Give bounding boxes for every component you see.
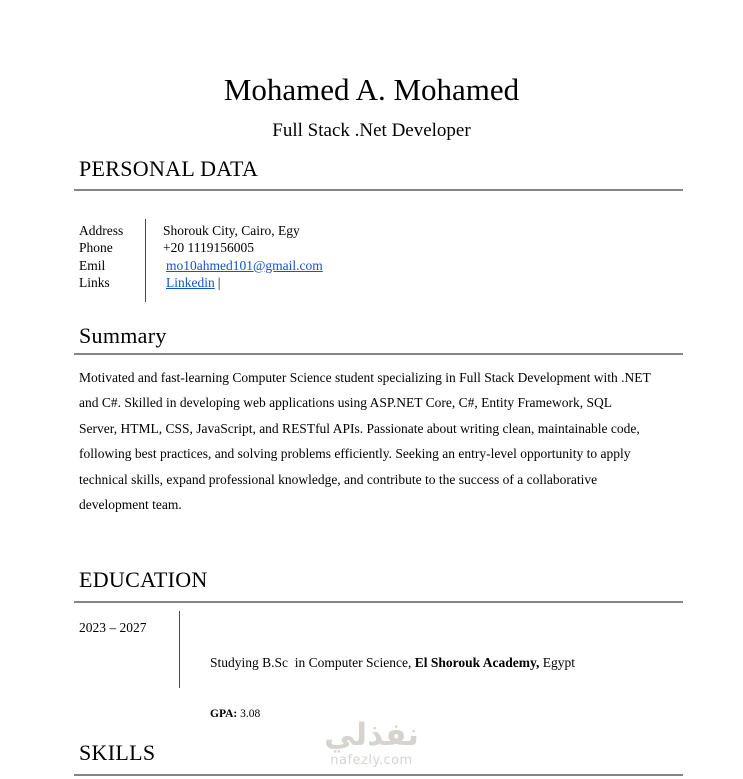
- table-row: [79, 257, 323, 274]
- nafezly-site-url: nafezly.com: [330, 753, 413, 768]
- summary-line: Motivated and fast-learning Computer Science student specializing in Full Stack Development with .NET: [79, 370, 651, 385]
- school-name: El Shorouk Academy,: [414, 655, 540, 670]
- degree-text: Studying B.Sc in Computer Science,: [210, 655, 415, 670]
- gpa-value: 3.08: [240, 708, 261, 720]
- summary-line: Server, HTML, CSS, JavaScript, and RESTful APIs. Passionate about writing clean, maintainable code,: [79, 420, 640, 436]
- education-rule: [74, 601, 683, 603]
- summary-line: following best practices, and solving problems efficiently. Seeking an entry-level opportunity to apply: [79, 446, 631, 462]
- personal-data-divider: [145, 219, 146, 302]
- summary-line: and C#. Skilled in developing web applications using ASP.NET Core, C#, Entity Framework, SQL: [79, 395, 612, 411]
- education-entry: [210, 620, 575, 757]
- link-separator: |: [217, 275, 221, 291]
- nafezly-logo: نفذلي: [324, 717, 419, 753]
- education-gpa-line: [210, 706, 575, 723]
- phone-label: Phone: [79, 240, 113, 256]
- education-heading: EDUCATION: [79, 567, 208, 592]
- summary-line: development team.: [79, 497, 182, 513]
- personal-data-heading: PERSONAL DATA: [79, 156, 259, 181]
- candidate-job-title: Full Stack .Net Developer: [272, 120, 471, 141]
- personal-data-rule: [74, 189, 683, 191]
- email-link[interactable]: mo10ahmed101@gmail.com: [166, 257, 323, 273]
- education-dates: 2023 – 2027: [79, 620, 147, 635]
- table-row: [79, 222, 323, 239]
- address-value: Shorouk City, Cairo, Egy: [163, 223, 300, 238]
- school-location: Egypt: [539, 655, 576, 670]
- education-divider: [179, 611, 180, 688]
- education-degree-line: [210, 654, 575, 671]
- phone-value: +20 1119156005: [163, 240, 254, 256]
- gpa-label: GPA:: [210, 708, 238, 720]
- email-label: Emil: [79, 257, 106, 273]
- table-row: [79, 239, 323, 256]
- summary-rule: [74, 353, 683, 355]
- links-label: Links: [79, 275, 110, 291]
- skills-rule: [74, 774, 683, 776]
- skills-heading: SKILLS: [79, 740, 156, 765]
- personal-data-table: [79, 222, 323, 292]
- candidate-name: Mohamed A. Mohamed: [223, 72, 520, 107]
- table-row: [79, 274, 323, 291]
- summary-line: technical skills, expand professional knowledge, and contribute to the success of a collaborative: [79, 471, 598, 487]
- summary-paragraph: [79, 365, 739, 517]
- address-label: Address: [79, 223, 124, 238]
- linkedin-link[interactable]: Linkedin: [166, 275, 215, 291]
- summary-heading: Summary: [79, 323, 167, 348]
